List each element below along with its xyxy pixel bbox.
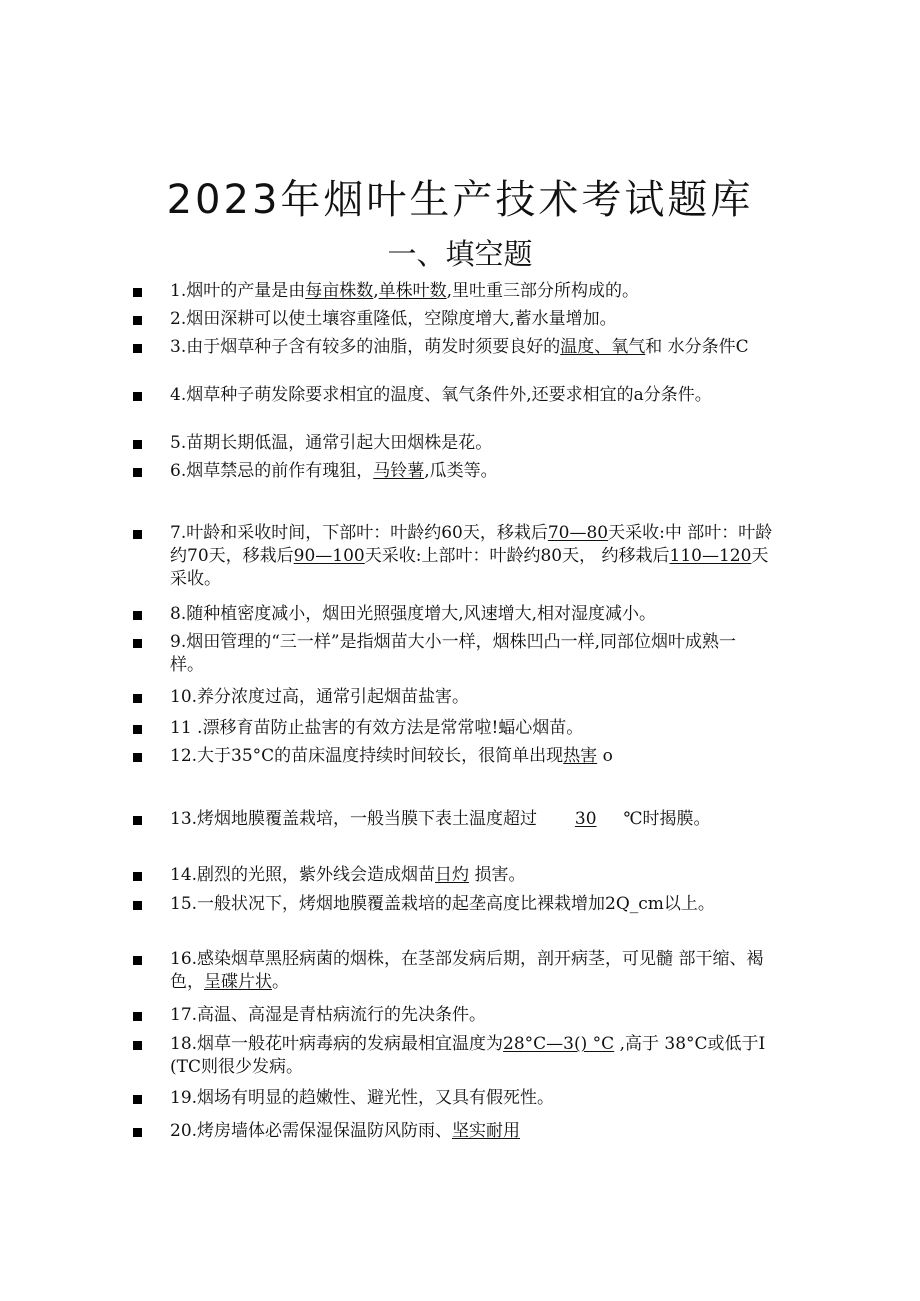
bullet-icon — [133, 694, 142, 703]
question-fragment: 8.随种植密度减小，烟田光照强度增大,风速增大,相对湿度减小。 — [170, 604, 657, 624]
question-text — [170, 717, 790, 740]
question-text — [170, 522, 778, 591]
answer-blank: 呈碟片状 — [204, 972, 272, 992]
question-fragment: , — [373, 281, 379, 301]
bullet-icon — [133, 639, 142, 648]
bullet-icon — [133, 956, 142, 965]
question-text — [170, 308, 790, 331]
question-text — [170, 1004, 790, 1027]
question-fragment: 4.烟草种子萌发除要求相宜的温度、氧气条件外,还要求相宜的a分条件。 — [170, 385, 712, 405]
question-fragment: 13.烤烟地膜覆盖栽培，一般当膜下表土温度超过 — [170, 809, 575, 829]
question-fragment: 10.养分浓度过高，通常引起烟苗盐害。 — [170, 687, 470, 707]
question-text — [170, 864, 790, 887]
bullet-icon — [133, 1041, 142, 1050]
question-fragment: ,里吐重三部分所构成的。 — [446, 281, 640, 301]
question-text — [170, 808, 764, 831]
question-text — [170, 336, 782, 359]
question-fragment: 17.高温、高湿是青枯病流行的先决条件。 — [170, 1005, 487, 1025]
answer-blank: 每亩株数 — [305, 281, 374, 301]
answer-blank: 马铃薯 — [373, 461, 425, 481]
question-fragment: 5.苗期长期低温，通常引起大田烟株是花。 — [170, 433, 493, 453]
question-fragment: ,高于 38°C或低于I(TC则很少发病。 — [170, 1034, 766, 1077]
bullet-icon — [133, 468, 142, 477]
question-text — [170, 280, 790, 303]
question-fragment: 3.由于烟草种子含有较多的油脂，萌发时须要良好的 — [170, 337, 561, 357]
question-fragment: 天采收。 — [170, 546, 769, 589]
bullet-icon — [133, 1095, 142, 1104]
answer-blank: 热害 — [563, 746, 598, 766]
question-text — [170, 893, 756, 916]
bullet-icon — [133, 288, 142, 297]
bullet-icon — [133, 725, 142, 734]
bullet-icon — [133, 392, 142, 401]
answer-blank: 28°C—3() °C — [503, 1034, 615, 1054]
question-fragment: o — [597, 746, 613, 766]
question-fragment: 14.剧烈的光照，紫外线会造成烟苗 — [170, 865, 436, 885]
question-text — [170, 1087, 790, 1110]
answer-blank: 70—80 — [547, 523, 609, 543]
question-text — [170, 432, 790, 455]
question-fragment: 天采收:上部叶：叶龄约80天， 约移栽后 — [364, 546, 670, 566]
question-text — [170, 948, 790, 994]
bullet-icon — [133, 1012, 142, 1021]
question-fragment: ,瓜类等。 — [424, 461, 498, 481]
question-fragment: 15.一般状况下，烤烟地膜覆盖栽培的起垄高度比裸栽增加2Q_cm以上。 — [170, 894, 715, 914]
question-fragment: 20.烤房墙体必需保湿保温防风防雨、 — [170, 1121, 453, 1141]
question-text — [170, 460, 790, 483]
question-fragment: 损害。 — [469, 865, 526, 885]
question-text — [170, 1120, 790, 1143]
bullet-icon — [133, 816, 142, 825]
answer-blank: 110—120 — [669, 546, 752, 566]
question-fragment: 19.烟场有明显的趋嫩性、避光性，又具有假死性。 — [170, 1088, 555, 1108]
bullet-icon — [133, 344, 142, 353]
question-fragment: 11 .漂移育苗防止盐害的有效方法是常常啦!蝠心烟苗。 — [170, 718, 584, 738]
question-fragment: 7.叶龄和采收时间，下部叶：叶龄约60天，移栽后 — [170, 523, 548, 543]
answer-blank: 坚实耐用 — [452, 1121, 521, 1141]
bullet-icon — [133, 901, 142, 910]
question-fragment: 。 — [272, 972, 289, 992]
question-text — [170, 1033, 774, 1079]
question-fragment: 2.烟田深耕可以使土壤容重隆低，空隙度增大,蓄水量增加。 — [170, 309, 617, 329]
question-fragment: 和 水分条件C — [645, 337, 749, 357]
question-fragment: 12.大于35°C的苗床温度持续时间较长，很简单出现 — [170, 746, 564, 766]
bullet-icon — [133, 316, 142, 325]
answer-blank: 日灼 — [435, 865, 470, 885]
question-fragment: 1.烟叶的产量是由 — [170, 281, 306, 301]
bullet-icon — [133, 440, 142, 449]
question-text — [170, 631, 764, 677]
question-text — [170, 384, 774, 407]
question-text — [170, 745, 790, 768]
bullet-icon — [133, 753, 142, 762]
answer-blank: 90—100 — [293, 546, 365, 566]
question-fragment: 6.烟草禁忌的前作有瑰狙， — [170, 461, 374, 481]
question-fragment: ℃时揭膜。 — [596, 809, 711, 829]
document-title: 2023年烟叶生产技术考试题库 — [166, 177, 754, 223]
answer-blank: 30 — [574, 809, 597, 829]
question-fragment: 18.烟草一般花叶病毒病的发病最相宜温度为 — [170, 1034, 504, 1054]
question-text — [170, 686, 790, 709]
answer-blank: 温度、氧气 — [560, 337, 646, 357]
question-fragment: 9.烟田管理的“三一样”是指烟苗大小一样，烟株凹凸一样,同部位烟叶成熟一样。 — [170, 632, 737, 675]
question-fragment: 天采收:中 部叶：叶龄约70天，移栽后 — [170, 523, 773, 566]
bullet-icon — [133, 611, 142, 620]
question-fragment: 16.感染烟草黑胫病菌的烟株，在茎部发病后期，剖开病茎，可见髓 部干缩、褐色， — [170, 949, 764, 992]
bullet-icon — [133, 530, 142, 539]
question-text — [170, 603, 790, 626]
section-title: 一、填空题 — [387, 237, 533, 271]
answer-blank: 单株叶数 — [378, 281, 447, 301]
bullet-icon — [133, 1128, 142, 1137]
bullet-icon — [133, 872, 142, 881]
